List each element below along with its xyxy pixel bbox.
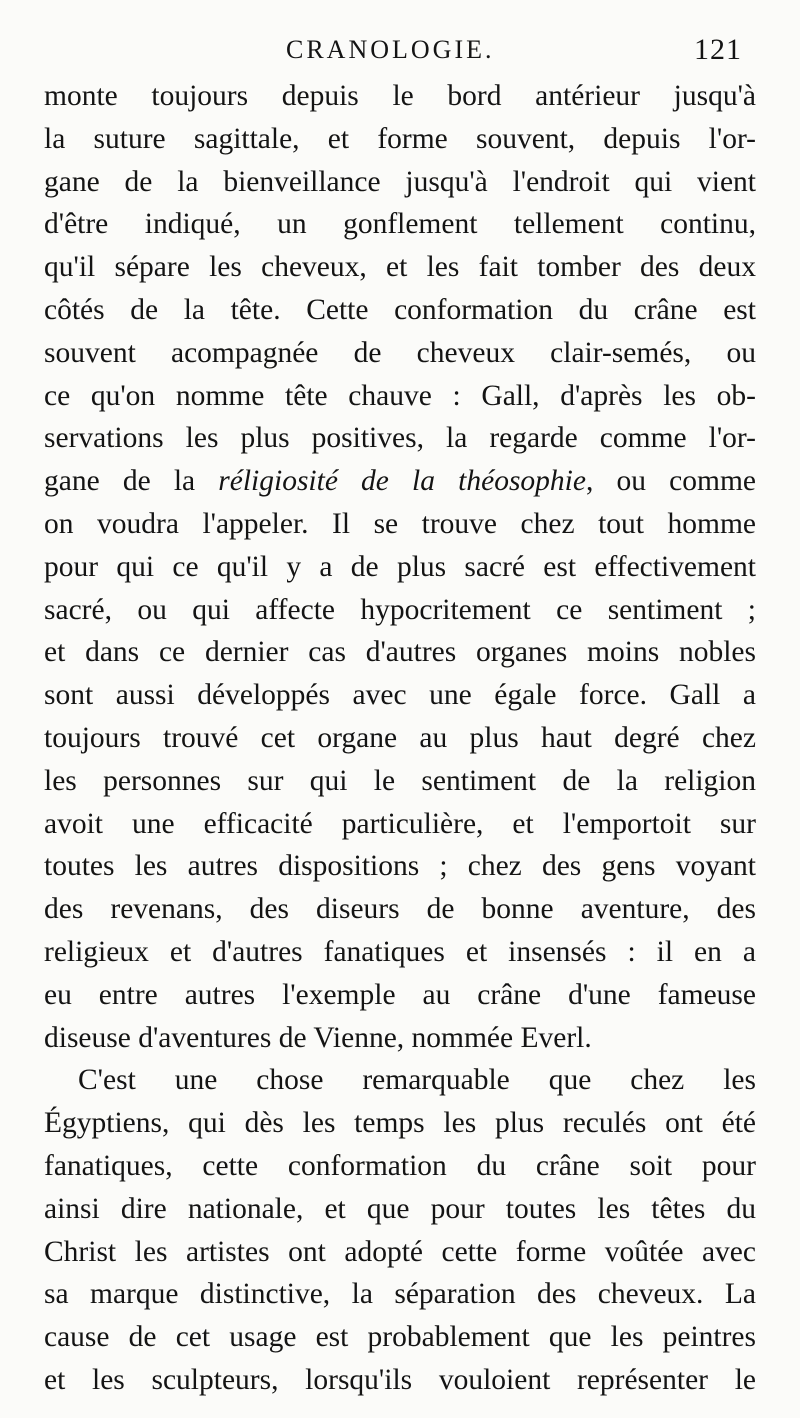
italic-phrase: réligiosité de la théosophie (218, 465, 586, 498)
text-line: toujours trouvé cet organe au plus haut degré chez (44, 721, 756, 754)
text-line: et dans ce dernier cas d'autres organes moins nobles (44, 636, 756, 669)
text-line: monte toujours depuis le bord antérieur jusqu'à (44, 80, 756, 112)
text-line: des revenans, des diseurs de bonne aventure, des (44, 893, 756, 926)
text-fragment: gane de la (44, 465, 219, 498)
body-text (44, 75, 756, 1402)
text-line: ce qu'on nomme tête chauve : Gall, d'après les ob- (44, 379, 756, 412)
text-line: ainsi dire nationale, et que pour toutes les têtes du (44, 1192, 756, 1225)
text-line: sont aussi développés avec une égale force. Gall a (44, 679, 756, 712)
text-line: les personnes sur qui le sentiment de la religion (44, 764, 756, 797)
text-line: toutes les autres dispositions ; chez des gens voyant (44, 850, 756, 883)
text-line-paragraph-end: diseuse d'aventures de Vienne, nommée Everl. (44, 1021, 592, 1054)
text-line: la suture sagittale, et forme souvent, depuis l'or- (44, 122, 756, 155)
text-line: eu entre autres l'exemple au crâne d'une fameuse (44, 978, 756, 1011)
text-line: côtés de la tête. Cette conformation du crâne est (44, 293, 756, 326)
page-number: 121 (694, 33, 742, 66)
running-head (0, 30, 800, 70)
text-line: d'être indiqué, un gonflement tellement continu, (44, 208, 756, 241)
running-title: CRANOLOGIE. (286, 35, 495, 64)
text-line: fanatiques, cette conformation du crâne soit pour (44, 1149, 756, 1182)
text-line-paragraph-start: C'est une chose remarquable que chez les (78, 1064, 756, 1097)
text-line: Christ les artistes ont adopté cette forme voûtée avec (44, 1235, 756, 1268)
text-line: on voudra l'appeler. Il se trouve chez tout homme (44, 507, 756, 540)
text-line: sacré, ou qui affecte hypocritement ce sentiment ; (44, 593, 756, 626)
text-line: Égyptiens, qui dès les temps les plus reculés ont été (44, 1107, 756, 1140)
text-line: avoit une efficacité particulière, et l'emportoit sur (44, 807, 756, 840)
text-line: religieux et d'autres fanatiques et insensés : il en a (44, 935, 756, 968)
text-line: cause de cet usage est probablement que les peintres (44, 1321, 756, 1354)
text-line: pour qui ce qu'il y a de plus sacré est effectivement (44, 550, 756, 583)
text-line-with-italic (44, 460, 756, 503)
text-line: et les sculpteurs, lorsqu'ils vouloient représenter le (44, 1363, 756, 1396)
text-line: gane de la bienveillance jusqu'à l'endroit qui vient (44, 165, 756, 198)
text-line: souvent acompagnée de cheveux clair-semés, ou (44, 336, 756, 369)
text-line: sa marque distinctive, la séparation des cheveux. La (44, 1278, 756, 1311)
text-fragment: , ou comme (585, 465, 756, 498)
text-line: qu'il sépare les cheveux, et les fait tomber des deux (44, 251, 756, 284)
text-line: servations les plus positives, la regarde comme l'or- (44, 422, 756, 455)
